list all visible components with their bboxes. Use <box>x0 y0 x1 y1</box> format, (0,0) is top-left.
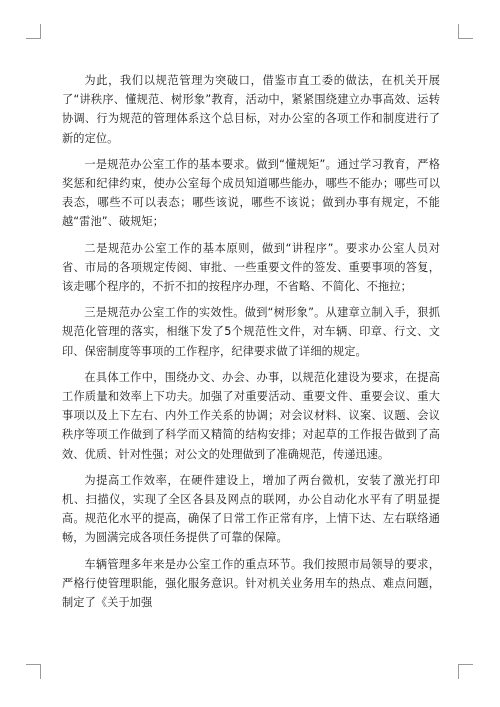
crop-mark-bottom-left <box>26 664 41 679</box>
crop-mark-bottom-right <box>458 664 473 679</box>
crop-mark-top-left <box>26 24 41 39</box>
paragraph-intro: 为此，我们以规范管理为突破口，借鉴市直工委的做法，在机关开展了“讲秩序、懂规范、树形象”教育，活动中，紧紧围绕建立办事高效、运转协调、行为规范的管理体系这个总目标，对办公室的各项工作和制度进行了新的定位。 <box>62 74 440 145</box>
paragraph-specific-work: 在具体工作中，围绕办文、办会、办事，以规范化建设为要求，在提高工作质量和效率上下功夫。加强了对重要活动、重要文件、重要会议、重大事项以及上下左右、内外工作关系的协调；对会议材料、议案、议题、会议秩序等项工作做到了科学而又精简的结构安排；对起草的工作报告做到了高效、优质、针对性强；对公文的处理做到了准确规范，传递迅速。 <box>62 370 440 461</box>
crop-mark-top-right <box>458 24 473 39</box>
paragraph-requirements: 一是规范办公室工作的基本要求。做到“懂规矩”。通过学习教育，严格奖惩和纪律约束，使办公室每个成员知道哪些能办，哪些不能办；哪些可以表态，哪些不可以表态；哪些该说，哪些不该说；做到办事有规定，不能越“雷池”、破规矩； <box>62 157 440 229</box>
document-body <box>62 71 440 619</box>
paragraph-principles: 二是规范办公室工作的基本原则，做到“讲程序”。要求办公室人员对省、市局的各项规定传阅、审批、一些重要文件的签发、重要事项的答复，该走哪个程序的，不折不扣的按程序办理，不省略、不简化、不拖拉； <box>62 241 440 294</box>
paragraph-effectiveness: 三是规范办公室工作的实效性。做到“树形象”。从建章立制入手，狠抓规范化管理的落实，相继下发了5个规范性文件，对车辆、印章、行文、文印、保密制度等事项的工作程序，纪律要求做了详细的规定。 <box>62 306 440 358</box>
paragraph-vehicle-management: 车辆管理多年来是办公室工作的重点环节。我们按照市局领导的要求，严格行使管理职能，强化服务意识。针对机关业务用车的热点、难点问题，制定了《关于加强 <box>62 557 440 610</box>
paragraph-efficiency: 为提高工作效率，在硬件建设上，增加了两台微机，安装了激光打印机、扫描仪，实现了全区各县及网点的联网，办公自动化水平有了明显提高。规范化水平的提高，确保了日常工作正常有序，上情下达、左右联络通畅，为圆满完成各项任务提供了可靠的保障。 <box>62 473 440 545</box>
